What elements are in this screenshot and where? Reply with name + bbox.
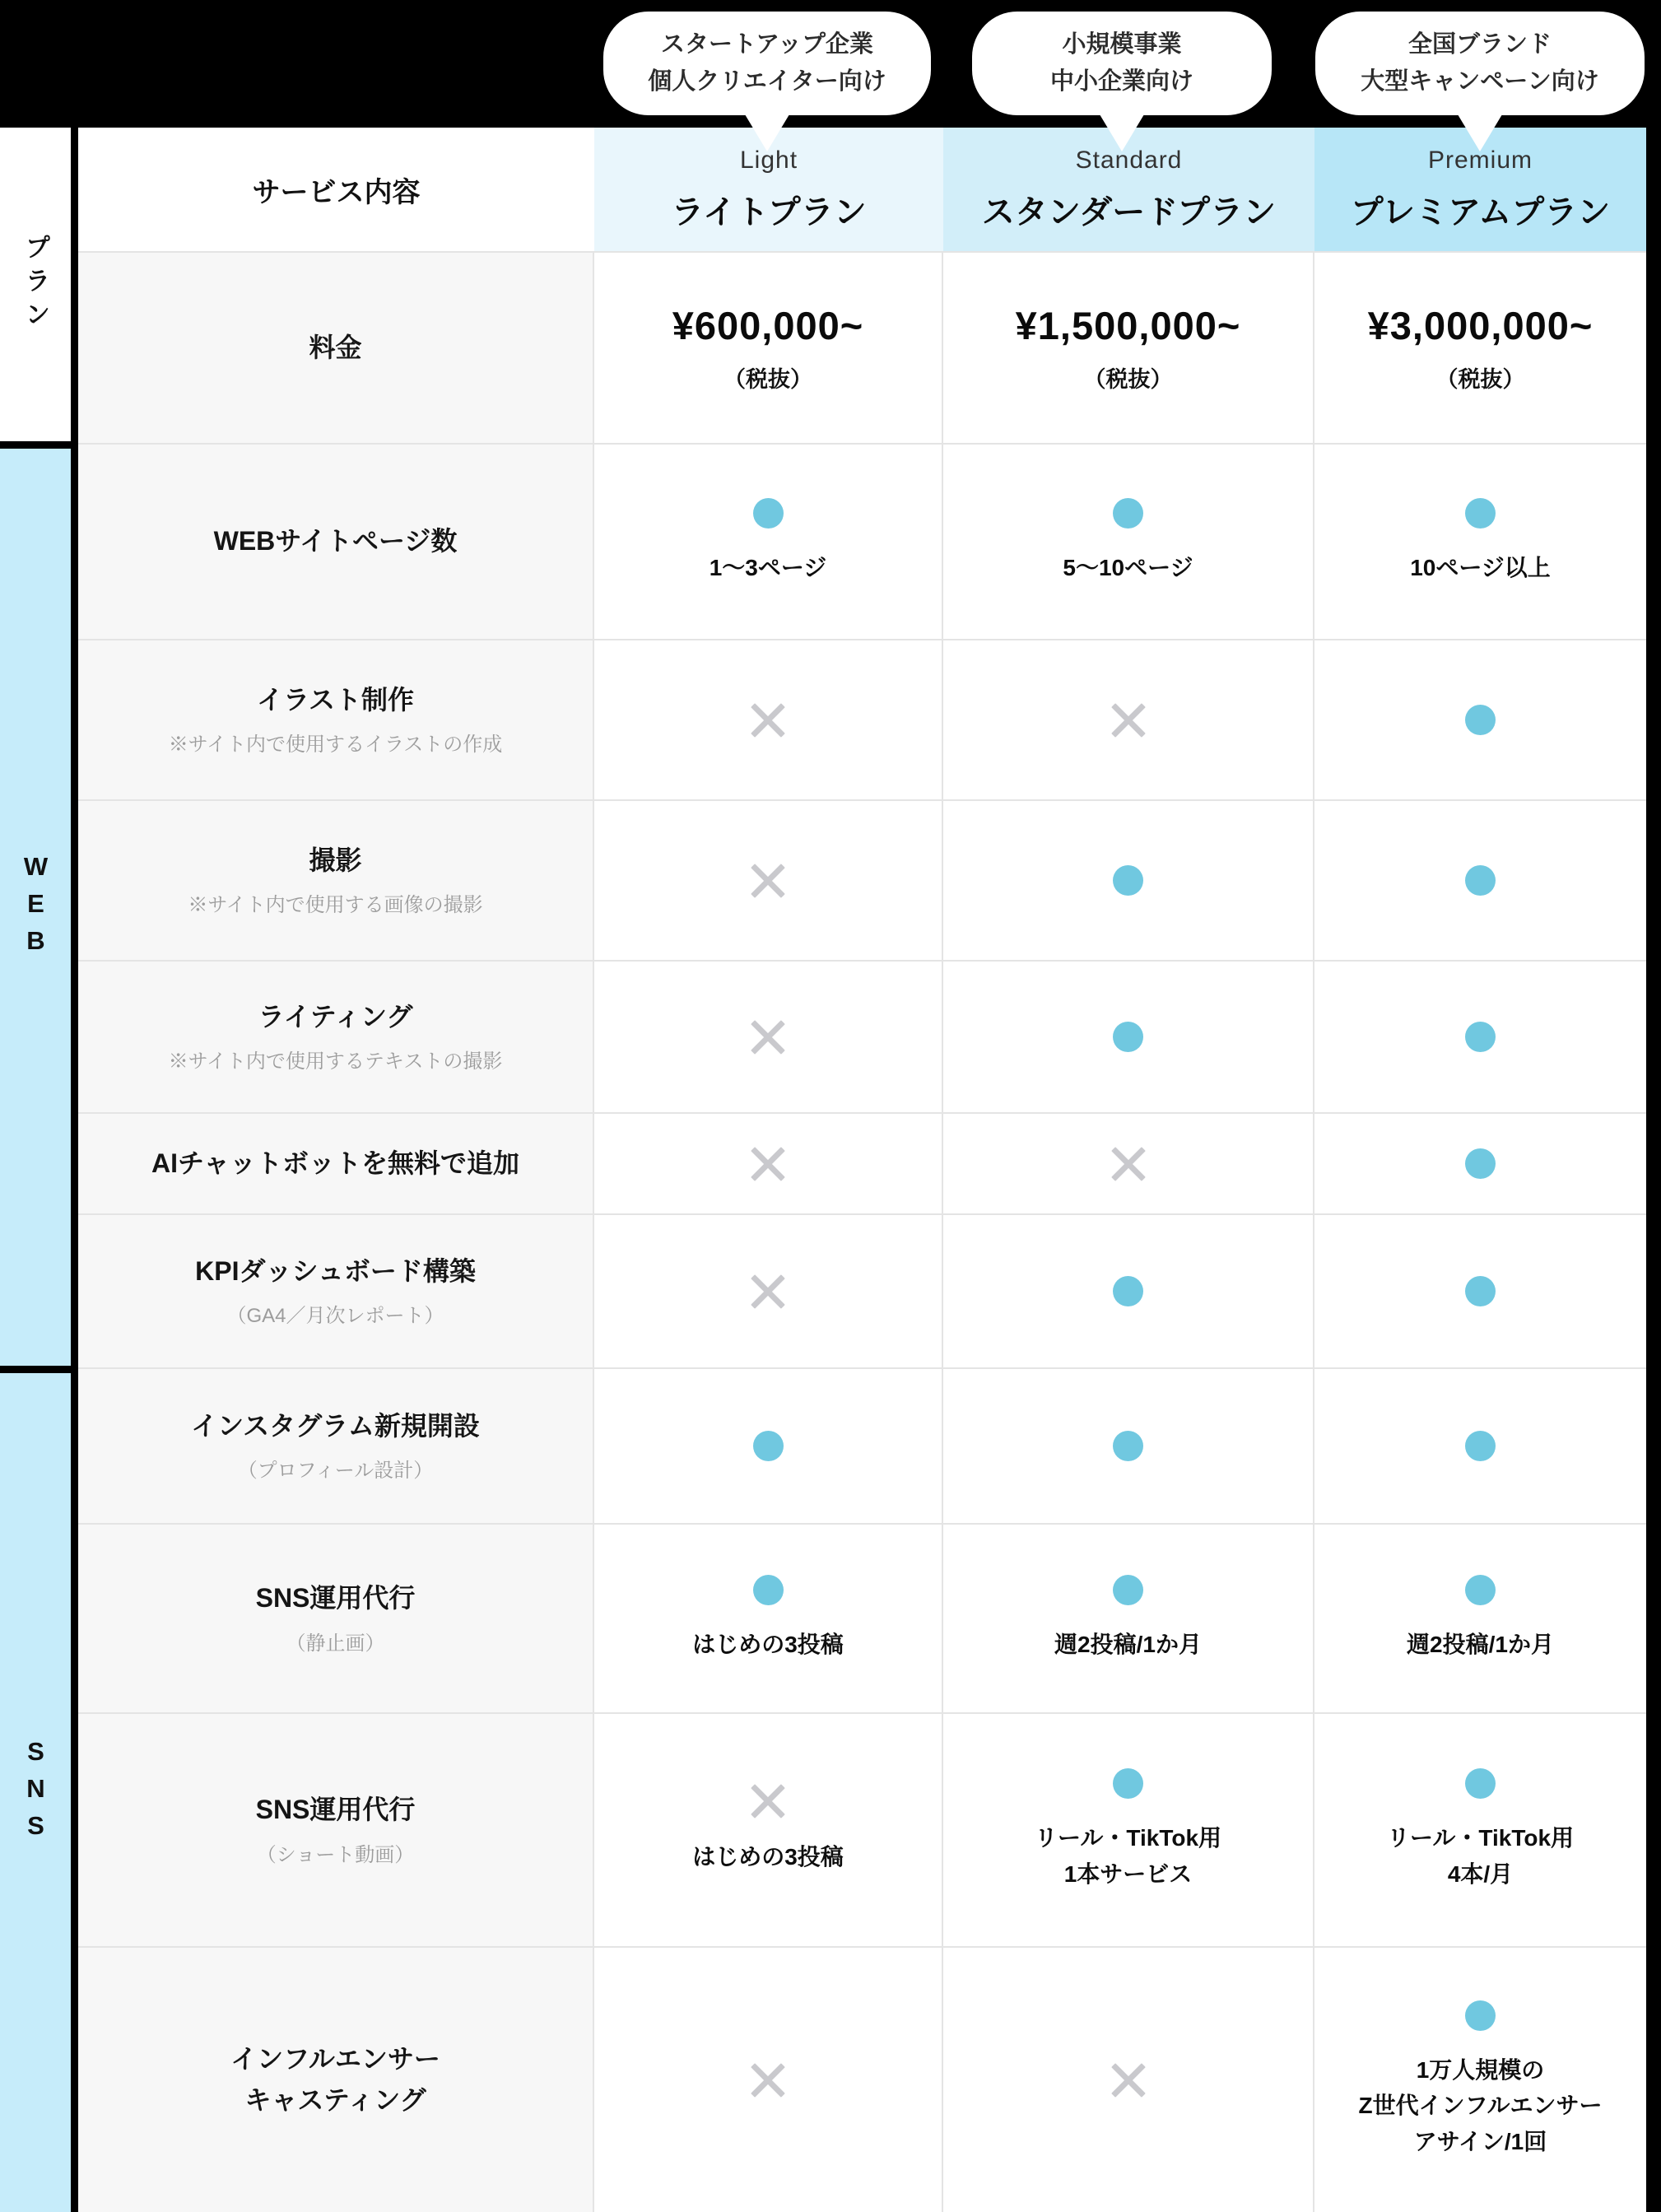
feature-row-label bbox=[78, 1948, 594, 2212]
feature-cell bbox=[594, 1714, 943, 1948]
feature-cell bbox=[943, 1215, 1314, 1369]
feature-cell-text-line: 1万人規模の bbox=[1416, 2056, 1545, 2083]
feature-cell bbox=[1314, 640, 1646, 801]
included-dot-icon bbox=[1113, 498, 1143, 529]
plan-name-jp: プレミアムプラン bbox=[1350, 193, 1611, 231]
feature-row-label bbox=[78, 1369, 594, 1525]
feature-sublabel: （静止画） bbox=[286, 1632, 385, 1655]
feature-cell bbox=[943, 445, 1314, 640]
feature-cell-text-line: 週2投稿/1か月 bbox=[1054, 1631, 1202, 1657]
feature-cell bbox=[1314, 1948, 1646, 2212]
included-dot-icon bbox=[1113, 865, 1143, 896]
included-dot-icon bbox=[1465, 1768, 1496, 1799]
feature-cell bbox=[1314, 801, 1646, 962]
feature-cell bbox=[943, 1114, 1314, 1215]
plan-name-jp: ライトプラン bbox=[671, 193, 867, 231]
feature-row-label bbox=[78, 1525, 594, 1714]
not-included-cross-icon bbox=[751, 1785, 785, 1818]
feature-sublabel: ※サイト内で使用する画像の撮影 bbox=[188, 894, 483, 917]
feature-cell-text-line: はじめの3投稿 bbox=[692, 1631, 844, 1657]
feature-sublabel: ※サイト内で使用するテキストの撮影 bbox=[168, 1050, 503, 1073]
plan-name-en: Standard bbox=[1075, 146, 1183, 174]
feature-row-label bbox=[78, 640, 594, 801]
feature-row-label bbox=[78, 801, 594, 962]
sidebar-section-plan bbox=[0, 128, 71, 441]
feature-cell-text bbox=[692, 1839, 844, 1874]
feature-label-line: ライティング bbox=[258, 1001, 413, 1031]
feature-cell-text-line: 1本サービス bbox=[1063, 1860, 1193, 1887]
feature-cell bbox=[594, 801, 943, 962]
feature-cell bbox=[594, 1525, 943, 1714]
plan-bubble-standard bbox=[972, 12, 1272, 115]
category-sidebar bbox=[0, 128, 78, 2212]
not-included-cross-icon bbox=[1111, 704, 1146, 737]
feature-row-label bbox=[78, 962, 594, 1114]
feature-cell-text-line: 4本/月 bbox=[1447, 1860, 1514, 1887]
sidebar-divider bbox=[0, 441, 71, 449]
included-dot-icon bbox=[1465, 1431, 1496, 1461]
included-dot-icon bbox=[1113, 1276, 1143, 1306]
right-black-edge bbox=[1646, 0, 1661, 2212]
not-included-cross-icon bbox=[751, 1148, 785, 1181]
feature-cell-text bbox=[710, 550, 827, 585]
price-cell-standard bbox=[943, 253, 1314, 445]
feature-row-label bbox=[78, 1215, 594, 1369]
feature-cell-text-line: アサイン/1回 bbox=[1413, 2128, 1547, 2154]
feature-label-line: KPIダッシュボード構築 bbox=[195, 1255, 476, 1286]
feature-cell-text bbox=[1054, 1627, 1202, 1662]
feature-sublabel: （GA4／月次レポート） bbox=[226, 1305, 444, 1328]
feature-cell-text bbox=[1407, 1627, 1554, 1662]
not-included-cross-icon bbox=[1111, 1148, 1146, 1181]
feature-label-line: SNS運用代行 bbox=[255, 1795, 416, 1825]
feature-cell-text bbox=[1387, 1820, 1574, 1892]
tax-note: （税抜） bbox=[1435, 366, 1525, 392]
feature-cell-text-line: 5〜10ページ bbox=[1063, 554, 1193, 580]
not-included-cross-icon bbox=[751, 704, 785, 737]
feature-cell-text-line: 1〜3ページ bbox=[709, 554, 827, 580]
included-dot-icon bbox=[1465, 1575, 1496, 1605]
included-dot-icon bbox=[1465, 498, 1496, 529]
feature-cell bbox=[594, 1369, 943, 1525]
feature-cell-text-line: リール・TikTok用 bbox=[1386, 1825, 1575, 1851]
included-dot-icon bbox=[753, 1431, 784, 1461]
not-included-cross-icon bbox=[751, 864, 785, 897]
feature-cell bbox=[943, 801, 1314, 962]
plan-name-en: Premium bbox=[1427, 146, 1533, 174]
included-dot-icon bbox=[1465, 1276, 1496, 1306]
feature-cell bbox=[1314, 445, 1646, 640]
feature-cell-text bbox=[1035, 1820, 1221, 1892]
feature-cell-text bbox=[1410, 550, 1551, 585]
plan-bubble-light bbox=[603, 12, 931, 115]
bubble-text-line: 小規模事業 bbox=[1062, 31, 1182, 58]
feature-cell bbox=[943, 1948, 1314, 2212]
feature-cell-text bbox=[692, 1627, 844, 1662]
feature-cell-text bbox=[1063, 550, 1193, 585]
feature-label-line: インスタグラム新規開設 bbox=[191, 1410, 480, 1441]
feature-label-line: イラスト制作 bbox=[256, 684, 415, 715]
included-dot-icon bbox=[1465, 705, 1496, 735]
feature-cell bbox=[1314, 1114, 1646, 1215]
plan-name-en: Light bbox=[739, 146, 798, 174]
not-included-cross-icon bbox=[751, 2064, 785, 2097]
sidebar-label-web: WEB bbox=[21, 851, 50, 963]
feature-cell-text-line: Z世代インフルエンサー bbox=[1358, 2093, 1603, 2119]
feature-label-line: インフルエンサー bbox=[230, 2043, 440, 2074]
included-dot-icon bbox=[1465, 865, 1496, 896]
feature-cell-text-line: リール・TikTok用 bbox=[1034, 1825, 1222, 1851]
feature-cell-text-line: 週2投稿/1か月 bbox=[1407, 1631, 1554, 1657]
not-included-cross-icon bbox=[1111, 2064, 1146, 2097]
feature-sublabel: ※サイト内で使用するイラストの作成 bbox=[168, 733, 503, 757]
sidebar-section-web bbox=[0, 449, 71, 1366]
tax-note: （税抜） bbox=[723, 366, 812, 392]
feature-sublabel: （プロフィール設計） bbox=[237, 1460, 434, 1483]
feature-cell bbox=[594, 962, 943, 1114]
price-cell-light bbox=[594, 253, 943, 445]
plan-bubble-premium bbox=[1315, 12, 1645, 115]
included-dot-icon bbox=[1113, 1575, 1143, 1605]
feature-cell-text bbox=[1359, 2052, 1603, 2159]
sidebar-divider bbox=[0, 1366, 71, 1373]
feature-cell bbox=[1314, 962, 1646, 1114]
plan-table-grid bbox=[78, 128, 1646, 2212]
feature-label-line: AIチャットボットを無料で追加 bbox=[151, 1148, 520, 1178]
feature-row-label bbox=[78, 1714, 594, 1948]
feature-cell bbox=[943, 1714, 1314, 1948]
bubble-text-line: 中小企業向け bbox=[1049, 68, 1193, 95]
feature-cell bbox=[1314, 1525, 1646, 1714]
feature-cell bbox=[594, 1215, 943, 1369]
included-dot-icon bbox=[1465, 1022, 1496, 1052]
feature-cell bbox=[943, 1369, 1314, 1525]
included-dot-icon bbox=[1113, 1768, 1143, 1799]
price-row-label: 料金 bbox=[78, 253, 594, 445]
feature-label-line: 撮影 bbox=[309, 845, 362, 875]
feature-sublabel: （ショート動画） bbox=[256, 1843, 415, 1866]
feature-cell bbox=[1314, 1714, 1646, 1948]
feature-cell bbox=[1314, 1369, 1646, 1525]
feature-cell bbox=[943, 1525, 1314, 1714]
feature-row-label bbox=[78, 445, 594, 640]
price-value: ¥3,000,000~ bbox=[1367, 303, 1594, 347]
feature-cell bbox=[1314, 1215, 1646, 1369]
tax-note: （税抜） bbox=[1083, 366, 1173, 392]
included-dot-icon bbox=[1465, 2000, 1496, 2031]
bubble-tail bbox=[1455, 110, 1505, 151]
feature-cell bbox=[594, 1948, 943, 2212]
included-dot-icon bbox=[1113, 1431, 1143, 1461]
feature-cell bbox=[594, 640, 943, 801]
feature-row-label bbox=[78, 1114, 594, 1215]
feature-label-line: WEBサイトページ数 bbox=[213, 526, 458, 556]
service-header-cell bbox=[78, 128, 594, 253]
included-dot-icon bbox=[1465, 1148, 1496, 1179]
price-value: ¥1,500,000~ bbox=[1015, 303, 1241, 347]
feature-cell bbox=[594, 1114, 943, 1215]
included-dot-icon bbox=[1113, 1022, 1143, 1052]
price-cell-premium bbox=[1314, 253, 1646, 445]
bubble-tail bbox=[1097, 110, 1147, 151]
bubble-text-line: スタートアップ企業 bbox=[660, 31, 874, 58]
bubble-text-line: 全国ブランド bbox=[1407, 31, 1552, 58]
feature-cell-text-line: はじめの3投稿 bbox=[692, 1844, 844, 1870]
bubble-text-line: 個人クリエイター向け bbox=[648, 68, 886, 95]
included-dot-icon bbox=[753, 498, 784, 529]
not-included-cross-icon bbox=[751, 1275, 785, 1308]
feature-cell bbox=[943, 640, 1314, 801]
feature-label-line: SNS運用代行 bbox=[255, 1583, 416, 1614]
bubble-text-line: 大型キャンペーン向け bbox=[1361, 68, 1599, 95]
feature-cell-text-line: 10ページ以上 bbox=[1410, 554, 1551, 580]
feature-cell bbox=[594, 445, 943, 640]
sidebar-label-sns: SNS bbox=[21, 1737, 50, 1848]
sidebar-section-sns bbox=[0, 1373, 71, 2212]
plan-name-jp: スタンダードプラン bbox=[981, 193, 1277, 231]
bubble-tail bbox=[742, 110, 792, 151]
sidebar-label-plan: プラン bbox=[21, 234, 50, 335]
feature-cell bbox=[943, 962, 1314, 1114]
service-header-label: サービス内容 bbox=[252, 176, 421, 208]
not-included-cross-icon bbox=[751, 1021, 785, 1054]
price-value: ¥600,000~ bbox=[672, 303, 864, 347]
included-dot-icon bbox=[753, 1575, 784, 1605]
feature-label-line: キャスティング bbox=[244, 2084, 426, 2115]
